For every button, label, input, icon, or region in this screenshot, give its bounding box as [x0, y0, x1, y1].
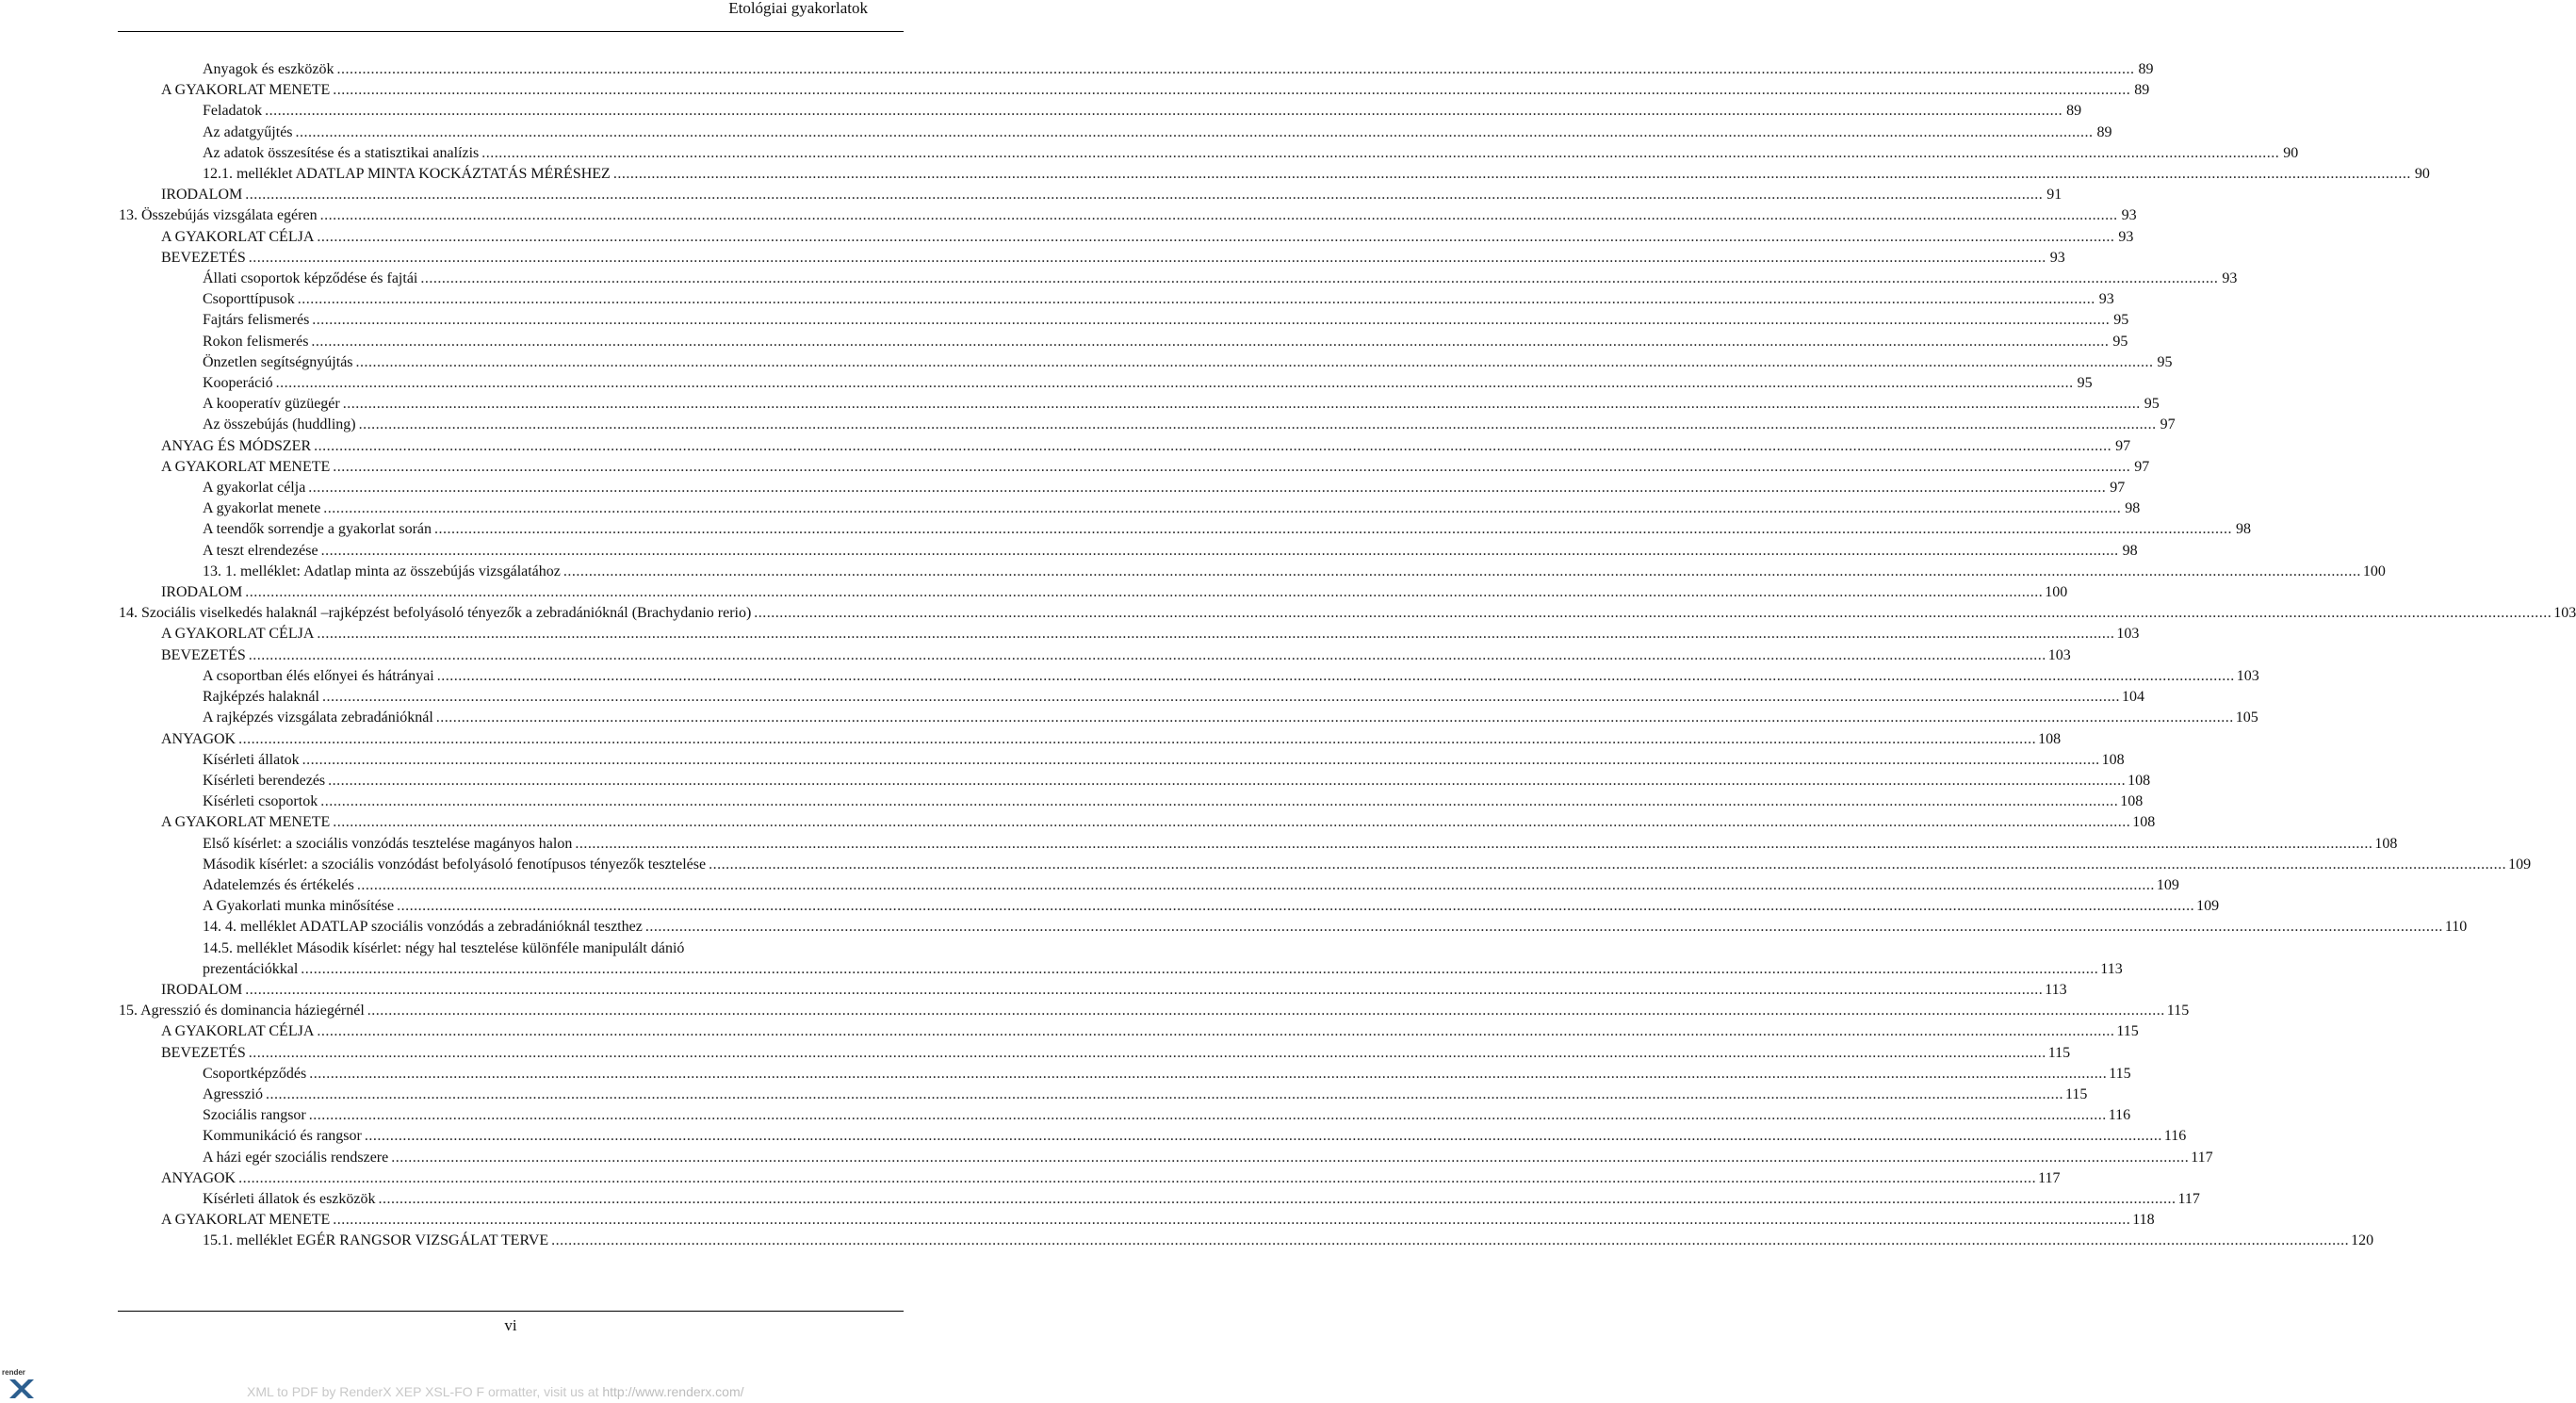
dot-leader	[320, 791, 2118, 812]
toc-entry-label: Csoporttípusok	[203, 291, 295, 308]
toc-entry[interactable]	[119, 917, 2468, 938]
toc-entry-page: 89	[2138, 61, 2154, 77]
dot-leader	[434, 519, 2232, 540]
toc-entry[interactable]	[119, 666, 2259, 687]
table-of-contents	[119, 59, 2576, 1252]
toc-entry-label: A GYAKORLAT CÉLJA	[161, 228, 315, 245]
watermark-text: XML to PDF by RenderX XEP XSL-FO F ormatter, visit us at	[247, 1384, 599, 1399]
toc-entry-label: Csoportképződés	[203, 1065, 307, 1082]
toc-entry-label: 15.1. melléklet EGÉR RANGSOR VIZSGÁLAT TERVE	[203, 1232, 549, 1249]
toc-entry[interactable]	[119, 791, 2144, 812]
toc-entry[interactable]	[119, 1064, 2131, 1085]
toc-entry-label: Kooperáció	[203, 375, 273, 392]
toc-entry-label: 14.5. melléklet Második kísérlet: négy hal tesztelése különféle manipulált dánió	[203, 939, 685, 956]
toc-entry[interactable]	[119, 875, 2179, 896]
toc-entry-wrapped[interactable]	[119, 938, 903, 959]
toc-entry-page: 110	[2444, 919, 2468, 936]
toc-entry-label: Állati csoportok képződése és fajtái	[203, 270, 418, 287]
dot-leader	[333, 1210, 2130, 1231]
toc-entry-label: BEVEZETÉS	[161, 646, 246, 663]
dot-leader	[437, 666, 2235, 687]
toc-entry[interactable]	[119, 603, 2576, 624]
toc-entry-label: Anyagok és eszközök	[203, 61, 334, 77]
toc-entry-page: 97	[2110, 480, 2126, 497]
dot-leader	[317, 227, 2114, 248]
dot-leader	[321, 541, 2119, 562]
dot-leader	[367, 1001, 2165, 1021]
toc-entry-label: A GYAKORLAT MENETE	[161, 82, 331, 99]
dot-leader	[337, 59, 2135, 80]
watermark-link[interactable]: http://www.renderx.com/	[602, 1384, 744, 1399]
toc-entry-label: IRODALOM	[161, 981, 243, 998]
toc-entry-label: Önzetlen segítségnyújtás	[203, 353, 353, 370]
toc-entry-page: 93	[2049, 249, 2065, 266]
toc-entry[interactable]	[119, 436, 2131, 457]
watermark	[247, 1384, 744, 1399]
toc-entry-page: 108	[2038, 730, 2062, 747]
toc-entry-label: Rokon felismerés	[203, 333, 309, 350]
toc-entry-label: Második kísérlet: a szociális vonzódást befolyásoló fenotípusos tényezők tesztelése	[203, 856, 707, 873]
toc-entry-page: 108	[2120, 793, 2144, 810]
dot-leader	[397, 896, 2194, 917]
toc-entry[interactable]	[119, 834, 2398, 855]
toc-entry[interactable]	[119, 729, 2062, 750]
toc-entry[interactable]	[119, 896, 2220, 917]
toc-entry[interactable]	[119, 582, 2068, 603]
toc-entry-page: 97	[2115, 437, 2131, 454]
toc-entry-page: 115	[2064, 1085, 2088, 1102]
toc-entry-page: 103	[2047, 646, 2071, 663]
dot-leader	[356, 352, 2154, 373]
toc-entry-page: 109	[2156, 876, 2179, 893]
toc-entry-label: 15. Agresszió és dominancia háziegérnél	[119, 1003, 365, 1020]
toc-entry[interactable]	[119, 645, 2071, 666]
toc-entry-label: IRODALOM	[161, 187, 243, 204]
toc-entry-label: BEVEZETÉS	[161, 1044, 246, 1061]
footer-divider	[118, 1311, 904, 1312]
toc-entry-page: 93	[2118, 228, 2134, 245]
dot-leader	[312, 310, 2110, 331]
toc-entry-label: Szociális rangsor	[203, 1107, 306, 1124]
toc-entry[interactable]	[119, 687, 2144, 708]
dot-leader	[709, 855, 2506, 875]
dot-leader	[309, 1105, 2107, 1126]
toc-entry[interactable]	[119, 415, 2176, 435]
toc-entry-label: IRODALOM	[161, 584, 243, 601]
toc-entry[interactable]	[119, 310, 2129, 331]
toc-entry-label: A GYAKORLAT CÉLJA	[161, 626, 315, 643]
dot-leader	[302, 750, 2100, 771]
toc-entry[interactable]	[119, 1105, 2131, 1126]
dot-leader	[420, 269, 2218, 289]
toc-entry-label: Első kísérlet: a szociális vonzódás tesztelése magányos halon	[203, 835, 573, 852]
toc-entry-page: 103	[2116, 626, 2140, 643]
toc-entry[interactable]	[119, 289, 2114, 310]
dot-leader	[249, 1043, 2046, 1064]
toc-entry-label: prezentációkkal	[203, 960, 299, 977]
toc-entry-label: 14. 4. melléklet ADATLAP szociális vonzódás a zebradánióknál teszthez	[203, 919, 643, 936]
toc-entry[interactable]	[119, 269, 2238, 289]
toc-entry[interactable]	[119, 708, 2258, 728]
toc-entry-label: A kooperatív güzüegér	[203, 396, 340, 413]
dot-leader	[551, 1231, 2349, 1251]
dot-leader	[563, 562, 2361, 582]
toc-entry[interactable]	[119, 122, 2112, 143]
toc-entry-page: 109	[2196, 898, 2220, 915]
dot-leader	[481, 143, 2279, 164]
toc-entry-page: 91	[2046, 187, 2062, 204]
running-header	[118, 0, 904, 32]
dot-leader	[365, 1126, 2162, 1147]
dot-leader	[265, 101, 2062, 122]
toc-entry-page: 97	[2134, 458, 2150, 475]
dot-leader	[298, 289, 2095, 310]
toc-entry-label: Kommunikáció és rangsor	[203, 1128, 362, 1145]
toc-entry-page: 97	[2160, 416, 2176, 433]
dot-leader	[323, 498, 2121, 519]
page-number: vi	[504, 1316, 517, 1334]
dot-leader	[245, 980, 2043, 1001]
toc-entry-page: 103	[2553, 605, 2576, 622]
toc-entry-label: 13. Összebújás vizsgálata egéren	[119, 207, 318, 224]
toc-entry[interactable]	[119, 248, 2065, 269]
toc-entry-page: 103	[2236, 667, 2259, 684]
toc-entry-page: 89	[2134, 82, 2150, 99]
toc-entry-page: 108	[2128, 772, 2151, 789]
dot-leader	[333, 457, 2130, 478]
toc-entry[interactable]	[119, 1043, 2071, 1064]
dot-leader	[238, 729, 2036, 750]
toc-entry-label: A rajképzés vizsgálata zebradánióknál	[203, 710, 433, 726]
toc-entry[interactable]	[119, 80, 2150, 101]
toc-entry-page: 115	[2116, 1023, 2139, 1040]
dot-leader	[357, 875, 2155, 896]
toc-entry-label: 14. Szociális viselkedés halaknál –rajképzést befolyásoló tényezők a zebradánióknál (Brachydanio rerio)	[119, 605, 752, 622]
toc-entry-label: 12.1. melléklet ADATLAP MINTA KOCKÁZTATÁS MÉRÉSHEZ	[203, 166, 611, 183]
toc-entry[interactable]	[119, 812, 2156, 833]
toc-entry-label: Rajképzés halaknál	[203, 689, 319, 706]
toc-entry-label: Fajtárs felismerés	[203, 312, 310, 329]
toc-entry-page: 100	[2362, 563, 2386, 579]
dot-leader	[309, 1064, 2107, 1085]
toc-entry[interactable]	[119, 1148, 2213, 1168]
toc-entry-label: Az összebújás (huddling)	[203, 416, 356, 433]
dot-leader	[333, 812, 2130, 833]
dot-leader	[328, 771, 2126, 791]
toc-entry[interactable]	[119, 164, 2430, 185]
toc-entry-page: 93	[2222, 270, 2238, 287]
toc-entry-label: A GYAKORLAT MENETE	[161, 814, 331, 831]
dot-leader	[613, 164, 2411, 185]
toc-entry-page: 115	[2047, 1044, 2071, 1061]
toc-entry-page: 104	[2121, 689, 2144, 706]
dot-leader	[308, 478, 2106, 498]
toc-entry[interactable]	[119, 624, 2140, 644]
logo-text: render	[2, 1368, 25, 1377]
dot-leader	[266, 1085, 2063, 1105]
dot-leader	[311, 332, 2109, 352]
toc-entry-label: A gyakorlat menete	[203, 500, 321, 517]
toc-entry-page: 98	[2125, 500, 2141, 517]
toc-entry-page: 90	[2414, 166, 2430, 183]
toc-entry-page: 98	[2236, 521, 2252, 538]
dot-leader	[314, 436, 2111, 457]
toc-entry-page: 89	[2096, 123, 2112, 140]
toc-entry[interactable]	[119, 855, 2532, 875]
toc-entry-page: 118	[2132, 1212, 2155, 1229]
toc-entry-label: ANYAGOK	[161, 730, 236, 747]
toc-entry-label: ANYAGOK	[161, 1169, 236, 1186]
toc-entry[interactable]	[119, 352, 2173, 373]
toc-entry[interactable]	[119, 332, 2128, 352]
toc-entry[interactable]	[119, 959, 2123, 980]
toc-entry-page: 98	[2122, 542, 2138, 559]
toc-entry-page: 113	[2045, 981, 2067, 998]
toc-entry-page: 95	[2144, 396, 2160, 413]
toc-entry[interactable]	[119, 1001, 2190, 1021]
toc-entry-label: Kísérleti berendezés	[203, 772, 326, 789]
toc-entry-label: A gyakorlat célja	[203, 480, 306, 497]
toc-entry-page: 95	[2157, 353, 2173, 370]
toc-entry[interactable]	[119, 1021, 2139, 1042]
dot-leader	[322, 687, 2120, 708]
toc-entry[interactable]	[119, 771, 2151, 791]
toc-entry[interactable]	[119, 59, 2154, 80]
toc-entry-label: Az adatgyűjtés	[203, 123, 293, 140]
dot-leader	[343, 394, 2141, 415]
dot-leader	[296, 122, 2094, 143]
toc-entry[interactable]	[119, 750, 2125, 771]
toc-entry-page: 108	[2374, 835, 2398, 852]
toc-entry-page: 115	[2166, 1003, 2190, 1020]
toc-entry[interactable]	[119, 562, 2386, 582]
dot-leader	[317, 1021, 2114, 1042]
toc-entry[interactable]	[119, 101, 2082, 122]
dot-leader	[436, 708, 2234, 728]
toc-entry[interactable]	[119, 1168, 2061, 1189]
toc-entry-label: A teendők sorrendje a gyakorlat során	[203, 521, 432, 538]
toc-entry-label: A teszt elrendezése	[203, 542, 318, 559]
toc-entry[interactable]	[119, 1231, 2374, 1251]
toc-entry-label: A GYAKORLAT MENETE	[161, 1212, 331, 1229]
dot-leader	[249, 645, 2046, 666]
toc-entry-label: Agresszió	[203, 1085, 263, 1102]
toc-entry[interactable]	[119, 185, 2062, 205]
dot-leader	[320, 205, 2118, 226]
dot-leader	[238, 1168, 2036, 1189]
toc-entry-page: 105	[2235, 710, 2258, 726]
toc-entry[interactable]	[119, 498, 2141, 519]
toc-entry-page: 93	[2121, 207, 2137, 224]
toc-entry[interactable]	[119, 373, 2093, 394]
dot-leader	[645, 917, 2443, 938]
toc-entry-page: 116	[2163, 1128, 2187, 1145]
toc-entry-page: 89	[2066, 103, 2082, 120]
toc-entry[interactable]	[119, 1189, 2200, 1210]
toc-entry-label: A GYAKORLAT MENETE	[161, 458, 331, 475]
toc-entry-page: 113	[2100, 960, 2123, 977]
header-title: Etológiai gyakorlatok	[728, 0, 868, 17]
dot-leader	[276, 373, 2074, 394]
toc-entry-page: 117	[2038, 1169, 2061, 1186]
toc-entry[interactable]	[119, 478, 2126, 498]
toc-entry-page: 95	[2077, 375, 2093, 392]
toc-entry[interactable]	[119, 519, 2252, 540]
dot-leader	[301, 959, 2098, 980]
renderx-logo	[2, 1368, 41, 1398]
dot-leader	[379, 1189, 2177, 1210]
toc-entry-label: Feladatok	[203, 103, 263, 120]
dot-leader	[359, 415, 2157, 435]
toc-entry[interactable]	[119, 394, 2160, 415]
toc-entry[interactable]	[119, 1085, 2088, 1105]
dot-leader	[575, 834, 2372, 855]
toc-entry-page: 100	[2045, 584, 2068, 601]
toc-entry-label: A csoportban élés előnyei és hátrányai	[203, 667, 434, 684]
toc-entry-page: 115	[2109, 1065, 2131, 1082]
toc-entry[interactable]	[119, 143, 2299, 164]
toc-entry-page: 108	[2132, 814, 2156, 831]
dot-leader	[245, 185, 2043, 205]
toc-entry-page: 95	[2112, 333, 2128, 350]
toc-entry-label: Kísérleti csoportok	[203, 793, 318, 810]
dot-leader	[391, 1148, 2189, 1168]
toc-entry[interactable]	[119, 457, 2150, 478]
toc-entry-page: 109	[2508, 856, 2532, 873]
toc-entry[interactable]	[119, 1126, 2187, 1147]
toc-entry-page: 93	[2098, 291, 2114, 308]
toc-entry[interactable]	[119, 1210, 2155, 1231]
dot-leader	[249, 248, 2046, 269]
toc-entry-label: A Gyakorlati munka minősítése	[203, 898, 395, 915]
toc-entry-page: 95	[2113, 312, 2129, 329]
toc-entry-label: Kísérleti állatok	[203, 751, 300, 768]
toc-entry-page: 117	[2177, 1190, 2200, 1207]
toc-entry-label: Adatelemzés és értékelés	[203, 876, 354, 893]
toc-entry[interactable]	[119, 205, 2137, 226]
toc-entry-page: 117	[2191, 1149, 2213, 1166]
toc-entry[interactable]	[119, 227, 2134, 248]
toc-entry-label: Az adatok összesítése és a statisztikai analízis	[203, 144, 480, 161]
toc-entry-label: A GYAKORLAT CÉLJA	[161, 1023, 315, 1040]
toc-entry-label: Kísérleti állatok és eszközök	[203, 1190, 376, 1207]
toc-entry-page: 116	[2108, 1107, 2131, 1124]
toc-entry-label: A házi egér szociális rendszere	[203, 1149, 389, 1166]
toc-entry[interactable]	[119, 541, 2138, 562]
toc-entry-label: BEVEZETÉS	[161, 249, 246, 266]
dot-leader	[245, 582, 2043, 603]
toc-entry-page: 120	[2351, 1232, 2374, 1249]
toc-entry-page: 90	[2283, 144, 2299, 161]
dot-leader	[333, 80, 2130, 101]
toc-entry[interactable]	[119, 980, 2067, 1001]
dot-leader	[317, 624, 2114, 644]
toc-entry-page: 108	[2101, 751, 2125, 768]
toc-entry-label: ANYAG ÉS MÓDSZER	[161, 437, 312, 454]
toc-entry-label: 13. 1. melléklet: Adatlap minta az összebújás vizsgálatához	[203, 563, 561, 579]
dot-leader	[754, 603, 2552, 624]
